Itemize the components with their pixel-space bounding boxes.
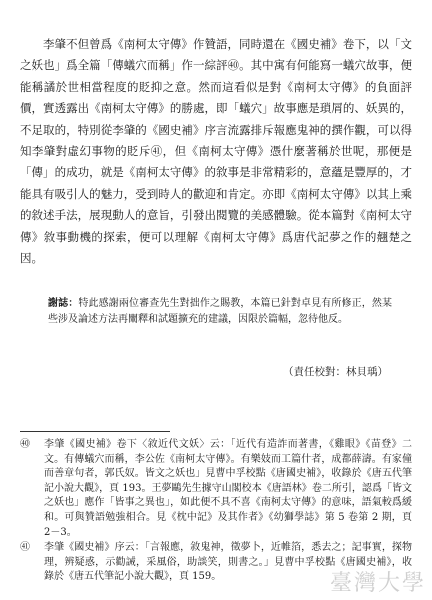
footnotes xyxy=(20,438,412,586)
editor-credit: （責任校對：林貝瑀） xyxy=(283,366,388,378)
acknowledgement-label: 謝誌： xyxy=(48,298,79,309)
acknowledgement xyxy=(48,296,392,328)
footnote-divider xyxy=(20,431,170,432)
university-watermark: 臺灣大學 xyxy=(329,571,426,596)
footnote xyxy=(20,438,412,540)
main-body xyxy=(20,34,412,269)
body-paragraph: 李肇不但曾爲《南柯太守傳》作贊語，同時還在《國史補》卷下，以「文之妖也」爲全篇「傳蟻穴而稱」作一綜評㊵。其中寓有何能寫一蟻穴故事，便能稱譎於世相當程度的貶抑之意。然而這看似是對《南柯太守傳》的負面評價，實透露出《南柯太守傳》的勝處，即「蟻穴」故事應是瑣屑的、妖異的，不足取的，特別從李肇的《國史補》序言流露排斥報應鬼神的撰作觀，可以得知李肇對虛幻事物的貶斥㊶，但《南柯太守傳》憑什麼著稱於世呢，那便是「傳」的成功，就是《南柯太守傳》的敘事是非常精彩的，意蘊是豐厚的，才能具有吸引人的魅力，受到時人的歡迎和肯定。亦即《南柯太守傳》以其上乘的敘述手法，展現動人的意旨，引發出閱覽的美感體驗。從本篇對《南柯太守傳》敘事動機的探索，便可以理解《南柯太守傳》爲唐代記夢之作的翹楚之因。 xyxy=(20,37,412,266)
footnote-text: 李肇《國史補》卷下〈敘近代文妖〉云：「近代有造詐而著書，《雞眼》《苗登》二文。有傳蟻穴而稱，李公佐《南柯太守傳》。有樂妓而工篇什者，成都薛濤。有家僮而善章句者，郭氏奴。皆文之妖也」見曹中孚校點《唐國史補》，收錄於《唐五代筆記小說大觀》，頁 193。王夢鷗先生據守山閣校本《唐語林》卷二所引，認爲「皆文之妖也」應作「皆事之異也」，如此便不具不喜《南柯太守傳》的意味，語氣較爲緩和。可與贊語勉強相合。見《枕中記》及其作者》《幼獅學誌》第 5 卷第 2 期，頁 2－3。 xyxy=(44,439,412,538)
footnote-number: ㊶ xyxy=(20,542,30,554)
footnote-text: 李肇《國史補》序云：「言報應，敘鬼神，徵夢卜，近帷箔，悉去之；記事實，探物理，辨疑惑，示勸誡，采風俗，助談笑，則書之。」見曹中孚校點《唐國史補》，收錄於《唐五代筆記小說大觀》，頁 159。 xyxy=(44,542,412,583)
footnote-number: ㊵ xyxy=(20,439,30,450)
acknowledgement-text: 特此感謝兩位審查先生對拙作之賜教，本篇已針對卓見有所修正，然某些涉及論述方法再闡釋和試題擴充的建議，因限於篇幅，忽待他反。 xyxy=(48,298,393,325)
